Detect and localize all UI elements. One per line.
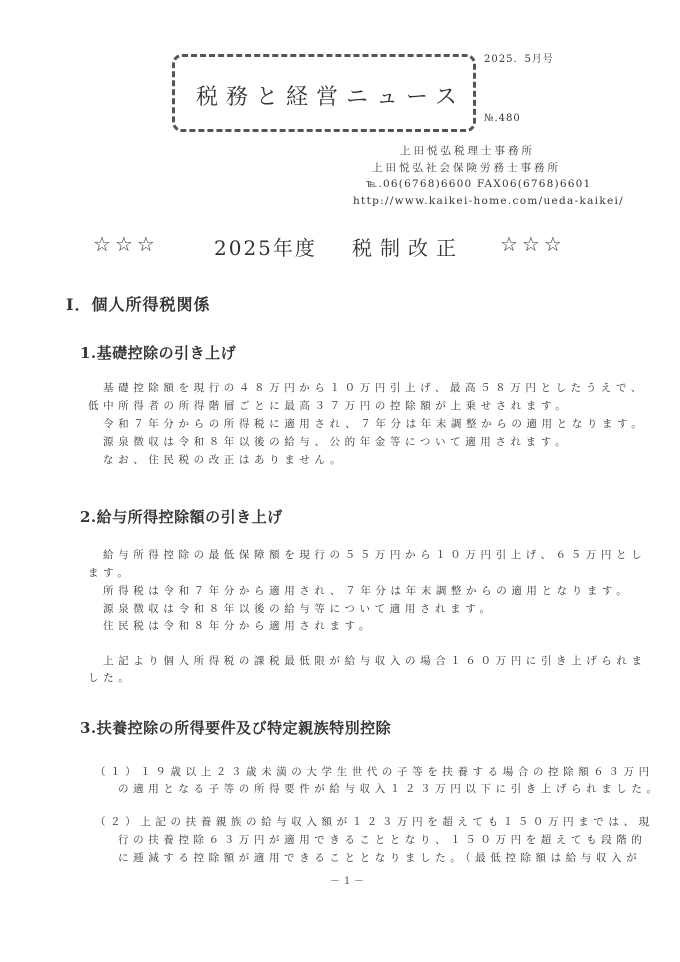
paragraph-line: 令和７年分からの所得税に適用され、７年分は年末調整からの適用となります。 [103,418,647,430]
paragraph-line: 給与所得控除の最低保障額を現行の５５万円から１０万円引上げ、６５万円とし [103,549,647,561]
stars-left: ☆☆☆ [93,232,159,256]
paragraph-line: 住民税は令和８年分から適用されます。 [103,620,374,632]
list-item-line: （２）上記の扶養親族の給与収入額が１２３万円を超えても１５０万円までは、現 [95,816,654,828]
paragraph-line: した。 [88,672,134,684]
website-url[interactable]: http://www.kaikei-home.com/ueda-kaikei/ [353,195,624,207]
paragraph-line: 基礎控除額を現行の４８万円から１０万円引上げ、最高５８万円としたうえで、 [103,382,646,394]
list-item-line: の適用となる子等の所得要件が給与収入１２３万円以下に引き上げられました。 [118,783,662,795]
paragraph-line: 上記より個人所得税の課税最低限が給与収入の場合１６０万円に引き上げられま [103,655,647,667]
section-heading: Ⅰ．個人所得税関係 [66,295,211,314]
tax-office-name: 上田悦弘税理士事務所 [400,145,535,157]
paragraph-line: ます。 [88,567,133,579]
title-subject: 税制改正 [352,236,464,260]
subsection-heading: 2.給与所得控除額の引き上げ [80,508,283,526]
issue-number: №.480 [484,113,521,124]
page-number: －１－ [330,876,366,887]
subsection-heading: 3.扶養控除の所得要件及び特定親族特別控除 [80,719,392,737]
title-year: 2025年度 [214,236,317,260]
paragraph-line: 源泉徴収は令和８年以後の給与、公的年金等について適用されます。 [103,436,571,448]
subsection-heading: 1.基礎控除の引き上げ [80,344,237,362]
list-item-line: に逓減する控除額が適用できることとなりました。（最低控除額は給与収入が [118,852,642,864]
paragraph-line: 低中所得者の所得階層ごとに最高３７万円の控除額が上乗せされます。 [88,400,571,412]
labor-office-name: 上田悦弘社会保険労務士事務所 [372,162,561,174]
contact-phone-fax: ℡.06(6768)6600 FAX06(6768)6601 [366,178,592,190]
newsletter-title: 税務と経営ニュース [196,85,465,110]
list-item-line: 行の扶養控除６３万円が適用できることとなり、１５０万円を超えても段階的 [118,834,647,846]
paragraph-line: 源泉徴収は令和８年以後の給与等について適用されます。 [103,603,495,615]
paragraph-line: 所得税は令和７年分から適用され、７年分は年末調整からの適用となります。 [103,585,632,597]
stars-right: ☆☆☆ [500,232,566,256]
paragraph-line: なお、住民税の改正はありません。 [103,454,346,466]
issue-date: 2025．5月号 [484,54,554,65]
list-item-line: （１）１９歳以上２３歳未満の大学生世代の子等を扶養する場合の控除額６３万円 [95,766,654,778]
